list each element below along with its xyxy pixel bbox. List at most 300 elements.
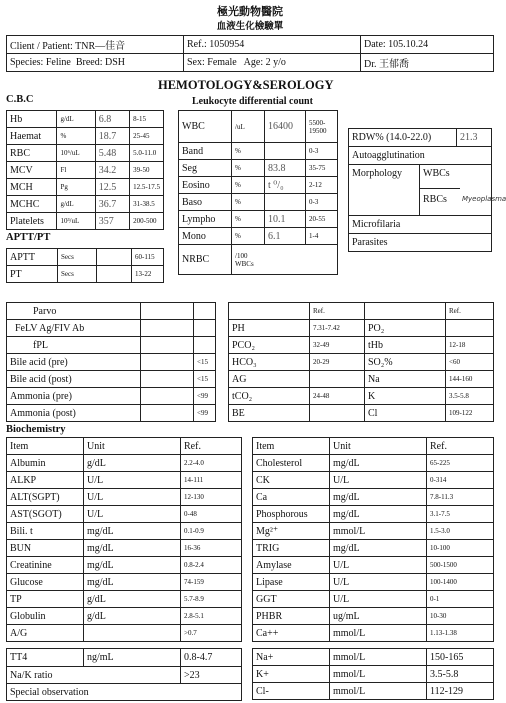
biochem-item: ALKP <box>7 472 84 489</box>
biochem-unit: g/dL <box>84 591 181 608</box>
biochem-ref: 100-1400 <box>427 574 494 591</box>
table-row <box>7 145 164 162</box>
table-row <box>7 354 216 371</box>
table-row <box>253 649 494 666</box>
rdw-value: 21.3 <box>457 129 492 147</box>
cbc-unit: 10³/uL <box>57 213 95 230</box>
table-row <box>253 666 494 683</box>
electrolyte-unit: mmol/L <box>330 683 427 700</box>
leukocyte-title: Leukocyte differential count <box>192 96 313 107</box>
biochem-ref: 14-111 <box>181 472 242 489</box>
biochem-item: ALT(SGPT) <box>7 489 84 506</box>
table-row <box>179 177 338 194</box>
biochem-unit-header: Unit <box>84 438 181 455</box>
biochem-ref: 65-225 <box>427 455 494 472</box>
rbcs-label: RBCs <box>423 194 447 205</box>
leuk-unit: % <box>232 143 265 160</box>
biochem-unit: U/L <box>330 472 427 489</box>
biochem-item: CK <box>253 472 330 489</box>
gas-left-name: tCO₂ <box>229 388 310 405</box>
cbc-ref: 31-38.5 <box>130 196 164 213</box>
rdw-label: RDW% (14.0-22.0) <box>349 129 457 147</box>
leuk-name: Seg <box>179 160 232 177</box>
table-row <box>253 591 494 608</box>
gas-ref-header-right: Ref. <box>446 303 494 320</box>
gas-left-name: HCO₃ <box>229 354 310 371</box>
date-label: Date: <box>364 39 386 50</box>
table-row <box>7 213 164 230</box>
date-cell <box>361 36 494 54</box>
aptt-name: APTT <box>7 249 58 266</box>
nak-name: Na/K ratio <box>7 667 181 684</box>
biochem-ref: 10-100 <box>427 540 494 557</box>
cbc-name: RBC <box>7 145 57 162</box>
serology-ref: <99 <box>194 388 216 405</box>
biochem-item: Lipase <box>253 574 330 591</box>
serology-name: FeLV Ag/FIV Ab <box>7 320 141 337</box>
hospital-name: 極光動物醫院 <box>217 6 283 18</box>
cbc-ref: 12.5-17.5 <box>130 179 164 196</box>
blood-gas-table <box>228 302 494 422</box>
serology-ref: <15 <box>194 354 216 371</box>
cbc-ref: 200-500 <box>130 213 164 230</box>
serology-value <box>141 303 194 320</box>
leuk-unit: % <box>232 177 265 194</box>
gas-left-name: AG <box>229 371 310 388</box>
table-row <box>253 540 494 557</box>
parasites-label: Parasites <box>349 234 492 252</box>
cbc-value: 12.5 <box>95 179 129 196</box>
aptt-title: APTT/PT <box>6 232 51 243</box>
gas-left-ref: 32-49 <box>310 337 365 354</box>
cbc-value: 18.7 <box>95 128 129 145</box>
biochem-ref: 0-48 <box>181 506 242 523</box>
aptt-name: PT <box>7 266 58 283</box>
biochem-ref: 3.1-7.5 <box>427 506 494 523</box>
table-row <box>229 354 494 371</box>
gas-right-name: PO₂ <box>365 320 446 337</box>
biochem-right-table <box>252 437 494 642</box>
client-cell <box>7 36 184 54</box>
sex-cell <box>184 54 361 72</box>
gas-header-blank-2 <box>365 303 446 320</box>
gas-left-name: BE <box>229 405 310 422</box>
leuk-value: 83.8 <box>265 160 306 177</box>
gas-right-ref: 144-160 <box>446 371 494 388</box>
wbc-ref <box>306 111 338 143</box>
biochem-unit: mg/dL <box>84 557 181 574</box>
gas-right-name: K <box>365 388 446 405</box>
biochem-item: BUN <box>7 540 84 557</box>
serology-value <box>141 337 194 354</box>
wbcs-label: WBCs <box>420 165 460 189</box>
table-row <box>253 455 494 472</box>
electrolyte-name: K+ <box>253 666 330 683</box>
cbc-name: Hb <box>7 111 57 128</box>
gas-left-ref: 20-29 <box>310 354 365 371</box>
table-row <box>7 472 242 489</box>
aptt-unit: Secs <box>58 266 97 283</box>
electrolyte-ref: 3.5-5.8 <box>427 666 494 683</box>
biochem-unit: U/L <box>330 557 427 574</box>
aptt-value <box>97 249 132 266</box>
leuk-name: Baso <box>179 194 232 211</box>
electrolyte-unit: mmol/L <box>330 649 427 666</box>
serology-ref <box>194 320 216 337</box>
biochem-item: Ca++ <box>253 625 330 642</box>
table-row <box>7 388 216 405</box>
biochem-unit: U/L <box>330 591 427 608</box>
leuk-ref: 0-3 <box>306 143 338 160</box>
wbc-ref-low: 5500- <box>309 118 326 127</box>
table-row <box>253 506 494 523</box>
serology-name: fPL <box>7 337 141 354</box>
biochem-unit: U/L <box>84 472 181 489</box>
table-row <box>7 320 216 337</box>
cbc-value: 5.48 <box>95 145 129 162</box>
gas-right-name: SO₂% <box>365 354 446 371</box>
table-row <box>229 405 494 422</box>
leuk-unit: % <box>232 160 265 177</box>
ref-label: Ref.: <box>187 39 207 50</box>
cbc-ref: 25-45 <box>130 128 164 145</box>
serology-value <box>141 405 194 422</box>
cbc-name: MCV <box>7 162 57 179</box>
table-row <box>7 455 242 472</box>
cbc-value: 6.8 <box>95 111 129 128</box>
serology-value <box>141 388 194 405</box>
table-row <box>253 557 494 574</box>
biochem-item: AST(SGOT) <box>7 506 84 523</box>
table-row <box>7 179 164 196</box>
serology-value <box>141 320 194 337</box>
biochem-ref: 2.8-5.1 <box>181 608 242 625</box>
breed-value: DSH <box>104 57 125 68</box>
biochem-ref: 74-159 <box>181 574 242 591</box>
biochem-ref: 12-130 <box>181 489 242 506</box>
serology-ref: <15 <box>194 371 216 388</box>
biochem-item: Amylase <box>253 557 330 574</box>
gas-left-ref <box>310 405 365 422</box>
gas-right-ref: 109-122 <box>446 405 494 422</box>
serology-name: Ammonia (pre) <box>7 388 141 405</box>
biochem-unit: g/dL <box>84 608 181 625</box>
biochem-unit: mg/dL <box>84 574 181 591</box>
patient-info-table <box>6 35 494 72</box>
biochem-title: Biochemistry <box>6 424 66 435</box>
breed-label: Breed: <box>75 57 103 68</box>
leuk-unit: % <box>232 194 265 211</box>
cbc-ref: 5.0-11.0 <box>130 145 164 162</box>
table-row <box>7 574 242 591</box>
aptt-unit: Secs <box>58 249 97 266</box>
serology-value <box>141 371 194 388</box>
serology-value <box>141 354 194 371</box>
species-cell <box>7 54 184 72</box>
wbc-name: WBC <box>179 111 232 143</box>
table-row <box>253 683 494 700</box>
serology-ref: <99 <box>194 405 216 422</box>
serology-table <box>6 302 216 422</box>
biochem-unit: U/L <box>84 506 181 523</box>
tt4-unit: ng/mL <box>84 649 181 667</box>
gas-right-name: Cl <box>365 405 446 422</box>
sex-label: Sex: <box>187 57 205 68</box>
gas-right-ref: <60 <box>446 354 494 371</box>
table-row <box>229 388 494 405</box>
nrbc-unit <box>232 245 338 275</box>
leuk-ref: 1-4 <box>306 228 338 245</box>
leuk-ref: 2-12 <box>306 177 338 194</box>
leuk-unit: % <box>232 211 265 228</box>
table-row <box>7 111 164 128</box>
table-row <box>7 303 216 320</box>
gas-right-ref <box>446 320 494 337</box>
table-row <box>7 249 164 266</box>
cbc-value: 36.7 <box>95 196 129 213</box>
electrolyte-ref: 112-129 <box>427 683 494 700</box>
handwritten-note: Myeoplasma <box>462 195 506 203</box>
leuk-unit: % <box>232 228 265 245</box>
biochem-item: Cholesterol <box>253 455 330 472</box>
table-row <box>179 143 338 160</box>
gas-header-blank <box>229 303 310 320</box>
biochem-item-header-right: Item <box>253 438 330 455</box>
biochem-ref: 1.13-1.38 <box>427 625 494 642</box>
biochem-item: Ca <box>253 489 330 506</box>
table-row <box>7 608 242 625</box>
bottom-left-table <box>6 648 242 701</box>
biochem-item-header: Item <box>7 438 84 455</box>
table-row <box>7 625 242 642</box>
biochem-unit: mg/dL <box>330 489 427 506</box>
biochem-ref: 1.5-3.0 <box>427 523 494 540</box>
leuk-value: 6.1 <box>265 228 306 245</box>
biochem-ref: 500-1500 <box>427 557 494 574</box>
electrolyte-unit: mmol/L <box>330 666 427 683</box>
electrolyte-name: Cl- <box>253 683 330 700</box>
aptt-ref: 13-22 <box>132 266 164 283</box>
serology-name: Bile acid (pre) <box>7 354 141 371</box>
gas-ref-header-left: Ref. <box>310 303 365 320</box>
serology-name: Ammonia (post) <box>7 405 141 422</box>
biochem-item: A/G <box>7 625 84 642</box>
leuk-ref: 20-55 <box>306 211 338 228</box>
table-row <box>253 608 494 625</box>
wbc-value: 16400 <box>265 111 306 143</box>
biochem-unit: mg/dL <box>330 506 427 523</box>
biochem-unit-header-right: Unit <box>330 438 427 455</box>
cbc-unit: % <box>57 128 95 145</box>
biochem-left-table <box>6 437 242 642</box>
table-row <box>179 211 338 228</box>
biochem-unit: U/L <box>84 489 181 506</box>
dr-cell <box>361 54 494 72</box>
biochem-ref: 16-36 <box>181 540 242 557</box>
form-title: 血液生化檢驗單 <box>216 22 284 32</box>
cbc-name: MCH <box>7 179 57 196</box>
sex-value: Female <box>207 57 237 68</box>
cbc-table <box>6 110 164 230</box>
autoagglutination-label: Autoagglutination <box>349 147 492 165</box>
ref-cell <box>184 36 361 54</box>
gas-left-ref: 24-48 <box>310 388 365 405</box>
special-observation: Special observation <box>7 684 242 701</box>
biochem-item: Glucose <box>7 574 84 591</box>
electrolyte-name: Na+ <box>253 649 330 666</box>
biochem-ref: 5.7-8.9 <box>181 591 242 608</box>
cbc-value: 357 <box>95 213 129 230</box>
client-label: Client / Patient: <box>10 41 73 52</box>
cbc-unit: Fl <box>57 162 95 179</box>
cbc-name: Platelets <box>7 213 57 230</box>
gas-right-name: tHb <box>365 337 446 354</box>
leuk-name: Band <box>179 143 232 160</box>
biochem-unit: U/L <box>330 574 427 591</box>
biochem-ref: 0.8-2.4 <box>181 557 242 574</box>
table-row <box>7 196 164 213</box>
cbc-ref: 8-15 <box>130 111 164 128</box>
cbc-value: 34.2 <box>95 162 129 179</box>
table-row <box>179 160 338 177</box>
table-row <box>253 472 494 489</box>
gas-left-name: PCO₂ <box>229 337 310 354</box>
table-row <box>229 337 494 354</box>
table-row <box>253 523 494 540</box>
cbc-unit: 10⁶/uL <box>57 145 95 162</box>
table-row <box>7 557 242 574</box>
biochem-ref: 0.1-0.9 <box>181 523 242 540</box>
biochem-item: GGT <box>253 591 330 608</box>
table-row <box>253 489 494 506</box>
biochem-ref: 0-1 <box>427 591 494 608</box>
table-row <box>229 320 494 337</box>
cbc-name: MCHC <box>7 196 57 213</box>
biochem-item: Albumin <box>7 455 84 472</box>
species-label: Species: <box>10 57 44 68</box>
gas-left-ref <box>310 371 365 388</box>
tt4-name: TT4 <box>7 649 84 667</box>
biochem-item: Phosphorous <box>253 506 330 523</box>
gas-right-ref: 12-18 <box>446 337 494 354</box>
biochem-item: TRIG <box>253 540 330 557</box>
table-row <box>179 228 338 245</box>
biochem-unit: mg/dL <box>84 540 181 557</box>
leuk-value <box>265 143 306 160</box>
table-row <box>229 371 494 388</box>
table-row <box>7 162 164 179</box>
biochem-unit: mmol/L <box>330 625 427 642</box>
leuk-name: Mono <box>179 228 232 245</box>
cbc-ref: 39-50 <box>130 162 164 179</box>
biochem-item: TP <box>7 591 84 608</box>
table-row <box>7 405 216 422</box>
morphology-label: Morphology <box>349 165 420 215</box>
biochem-unit: ug/mL <box>330 608 427 625</box>
biochem-unit: mg/dL <box>84 523 181 540</box>
biochem-unit: mmol/L <box>330 523 427 540</box>
nrbc-name: NRBC <box>179 245 232 275</box>
serology-name: Parvo <box>7 303 141 320</box>
nrbc-unit-top: /100 <box>235 251 248 260</box>
leukocyte-table <box>178 110 338 275</box>
biochem-ref-header: Ref. <box>181 438 242 455</box>
biochem-ref-header-right: Ref. <box>427 438 494 455</box>
biochem-unit: mg/dL <box>330 540 427 557</box>
leuk-name: Lympho <box>179 211 232 228</box>
table-row <box>7 489 242 506</box>
nak-ref: >23 <box>181 667 242 684</box>
serology-ref <box>194 303 216 320</box>
biochem-ref: 0-314 <box>427 472 494 489</box>
biochem-item: PHBR <box>253 608 330 625</box>
cbc-title: C.B.C <box>6 94 34 105</box>
morphology-cell <box>349 165 506 216</box>
species-value: Feline <box>45 57 71 68</box>
age-value: 2 y/o <box>265 57 286 68</box>
leuk-value: 10.1 <box>265 211 306 228</box>
biochem-ref: >0.7 <box>181 625 242 642</box>
table-row <box>7 540 242 557</box>
gas-right-name: Na <box>365 371 446 388</box>
biochem-unit <box>84 625 181 642</box>
biochem-item: Creatinine <box>7 557 84 574</box>
serology-name: Bile acid (post) <box>7 371 141 388</box>
bottom-right-table <box>252 648 494 700</box>
gas-left-ref: 7.31-7.42 <box>310 320 365 337</box>
cbc-unit: g/dL <box>57 196 95 213</box>
table-row <box>7 128 164 145</box>
age-label: Age: <box>243 57 264 68</box>
client-value: TNR—佳音 <box>75 41 126 52</box>
table-row <box>7 337 216 354</box>
main-title: HEMOTOLOGY&SEROLOGY <box>158 78 334 92</box>
microfilaria-label: Microfilaria <box>349 216 492 234</box>
dr-value: 王郁喬 <box>379 59 409 70</box>
table-row <box>253 574 494 591</box>
biochem-ref: 2.2-4.0 <box>181 455 242 472</box>
tt4-ref: 0.8-4.7 <box>181 649 242 667</box>
serology-ref <box>194 337 216 354</box>
wbc-ref-high: 19500 <box>309 126 327 135</box>
biochem-unit: g/dL <box>84 455 181 472</box>
morphology-table <box>348 128 506 252</box>
biochem-item: Mg²⁺ <box>253 523 330 540</box>
biochem-ref: 7.8-11.3 <box>427 489 494 506</box>
table-row <box>7 371 216 388</box>
aptt-ref: 60-115 <box>132 249 164 266</box>
table-row <box>7 523 242 540</box>
table-row <box>7 591 242 608</box>
gas-left-name: PH <box>229 320 310 337</box>
wbc-unit: /uL <box>232 111 265 143</box>
table-row <box>7 266 164 283</box>
biochem-item: Globulin <box>7 608 84 625</box>
electrolyte-ref: 150-165 <box>427 649 494 666</box>
gas-right-ref: 3.5-5.8 <box>446 388 494 405</box>
nrbc-unit-bottom: WBCs <box>235 259 254 268</box>
cbc-name: Haemat <box>7 128 57 145</box>
dr-label: Dr. <box>364 59 377 70</box>
biochem-unit: mg/dL <box>330 455 427 472</box>
cbc-unit: Pg <box>57 179 95 196</box>
leuk-value <box>265 194 306 211</box>
table-row <box>179 194 338 211</box>
table-row <box>253 625 494 642</box>
leuk-value: t ⁰/₀ <box>265 177 306 194</box>
aptt-value <box>97 266 132 283</box>
biochem-ref: 10-30 <box>427 608 494 625</box>
